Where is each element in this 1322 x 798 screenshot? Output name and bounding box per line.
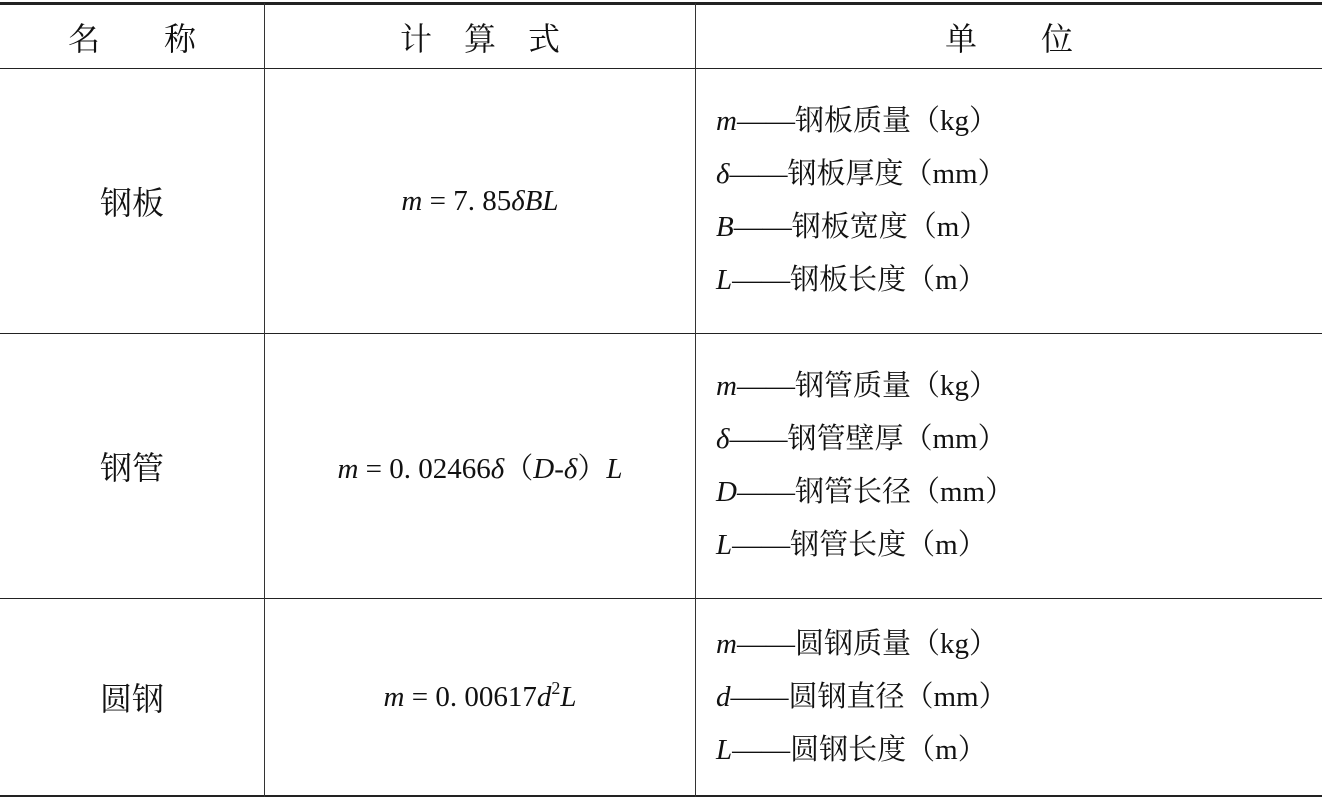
unit-symbol: D [716,476,737,508]
unit-symbol: δ [716,158,730,190]
table-row-units [696,69,1322,333]
formula-const: = 0. 00617 [404,680,537,713]
table-bottom-rule [0,795,1322,797]
unit-line [716,148,1322,201]
unit-text: ——钢板质量（kg） [736,105,998,137]
unit-line [716,201,1322,254]
unit-text: ——圆钢长度（m） [732,733,987,766]
unit-line [716,254,1322,307]
table-row-units [696,334,1322,598]
formula-var: δ [490,452,505,485]
formula-var: D [533,452,555,485]
header-name: 名 称 [67,19,196,58]
table-row-formula [265,334,695,598]
table-row-units [696,599,1322,795]
table-row-name [0,599,264,795]
unit-symbol: δ [716,423,730,455]
formula [383,677,577,714]
unit-line [716,95,1322,148]
formula-paren: （ [504,452,534,485]
unit-text: ——钢板厚度（mm） [729,158,1007,190]
unit-symbol: m [716,105,737,137]
formula-var: m [337,452,359,485]
unit-symbol: m [716,627,737,660]
unit-text: ——圆钢质量（kg） [736,627,998,660]
table-row-formula [265,69,695,333]
formula-var: L [560,680,577,713]
unit-symbol: L [716,264,733,296]
unit-line [716,360,1322,413]
formula-var: d [536,680,552,713]
unit-symbol: d [716,680,731,713]
formula-var: m [383,680,405,713]
table-row-name [0,69,264,333]
unit-line [716,466,1322,519]
row-name: 圆钢 [99,680,164,718]
header-formula: 计 算 式 [399,19,560,58]
table-row-formula [265,599,695,795]
unit-text: ——钢板长度（m） [732,264,987,296]
formula-const: = 7. 85 [422,184,512,217]
unit-line [716,618,1322,671]
unit-line [716,519,1322,572]
formula-var: δ [563,452,578,485]
unit-text: ——钢管质量（kg） [736,370,998,402]
row-name: 钢管 [99,449,164,487]
row-name: 钢板 [99,184,164,222]
formula-var: m [401,184,423,217]
unit-text: ——钢管长度（m） [732,529,987,561]
unit-text: ——钢管长径（mm） [736,476,1015,508]
formula-const: = 0. 02466 [358,452,491,485]
unit-symbol: m [716,370,737,402]
formula-var: L [606,452,623,485]
formula [401,185,558,218]
unit-line [716,724,1322,777]
unit-symbol: L [716,733,733,766]
formula-paren: ） [577,452,607,485]
table-row-name [0,334,264,598]
unit-symbol: L [716,529,733,561]
formula-var: δBL [511,184,559,217]
unit-text: ——钢板宽度（m） [733,211,989,243]
formula [337,446,622,487]
unit-symbol: B [716,211,734,243]
formula-operator: - [554,452,564,485]
header-cell-formula [265,5,695,68]
unit-text: ——钢管壁厚（mm） [729,423,1007,455]
header-cell-name [0,5,264,68]
header-cell-unit [696,5,1322,68]
unit-line [716,413,1322,466]
unit-line [716,671,1322,724]
unit-text: ——圆钢直径（mm） [730,680,1008,713]
header-unit: 单 位 [944,19,1073,58]
formula-exponent: 2 [551,677,561,698]
